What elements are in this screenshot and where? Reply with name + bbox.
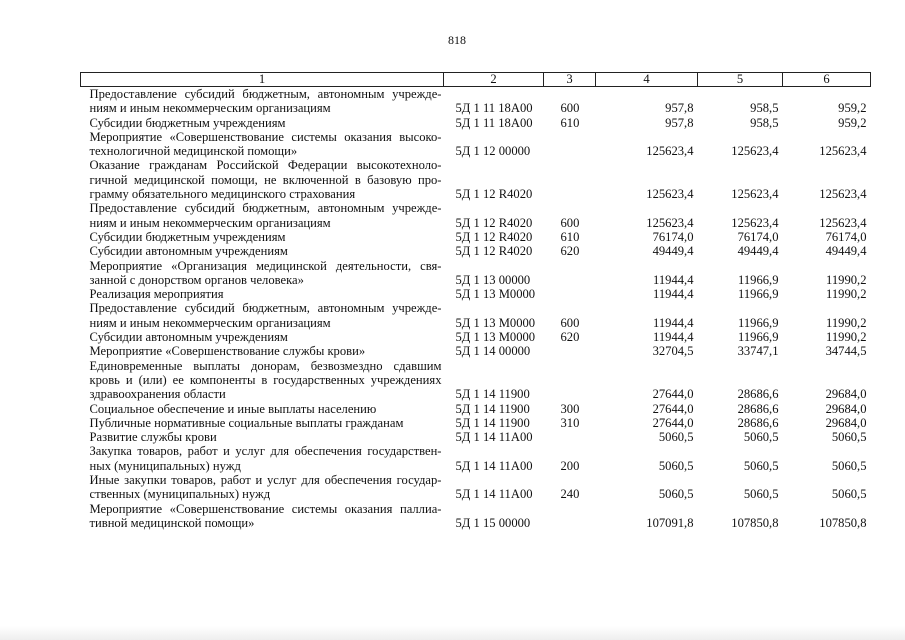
row-value-col4: 11944,4	[653, 330, 694, 345]
table-row	[81, 287, 871, 301]
table-row	[81, 158, 871, 201]
row-kvr	[544, 359, 596, 402]
row-description	[81, 259, 444, 288]
row-value-col4: 5060,5	[658, 430, 694, 445]
header-col-4: 4	[596, 73, 698, 87]
table-row	[81, 130, 871, 159]
row-code: 5Д 1 11 18А00	[455, 115, 533, 130]
description-line: Предоставление субсидий бюджетным, автономным учрежде-	[89, 201, 442, 216]
row-kvr	[544, 344, 596, 358]
row-value-col4: 125623,4	[646, 187, 694, 202]
description-line: Публичные нормативные социальные выплаты гражданам	[89, 415, 404, 430]
row-value-col5: 958,5	[750, 115, 779, 130]
table-row	[81, 444, 871, 473]
row-code: 5Д 1 13 М0000	[455, 330, 536, 345]
row-value-col6: 34744,5	[825, 344, 867, 359]
row-value-col4: 125623,4	[646, 215, 694, 230]
description-line: ниям и иным некоммерческим организациям	[89, 101, 331, 116]
row-description	[81, 402, 444, 416]
table-row	[81, 259, 871, 288]
row-value-col6: 959,2	[838, 101, 867, 116]
row-value-col6: 11990,2	[826, 287, 867, 302]
table-row	[81, 430, 871, 444]
row-value-col4: 11944,4	[653, 315, 694, 330]
row-value-col6: 107850,8	[819, 515, 867, 530]
row-code: 5Д 1 12 R4020	[455, 244, 533, 259]
row-value-col4: 957,8	[665, 115, 694, 130]
row-code: 5Д 1 14 11А00	[455, 458, 533, 473]
row-value-col6: 49449,4	[825, 244, 867, 259]
row-value-col6: 76174,0	[825, 229, 867, 244]
description-line: ниям и иным некоммерческим организациям	[89, 315, 331, 330]
row-value-col4: 27644,0	[652, 415, 694, 430]
description-line: Субсидии бюджетным учреждениям	[89, 115, 286, 130]
description-line: Социальное обеспечение и иные выплаты населению	[89, 401, 377, 416]
row-description	[81, 301, 444, 330]
row-code: 5Д 1 14 11900	[455, 401, 530, 416]
description-line: Закупка товаров, работ и услуг для обеспечения государствен-	[89, 444, 442, 459]
row-value-col5: 958,5	[750, 101, 779, 116]
header-col-6: 6	[783, 73, 871, 87]
row-value-col5: 28686,6	[737, 387, 779, 402]
row-value-col4: 27644,0	[652, 387, 694, 402]
row-kvr: 610	[560, 115, 580, 130]
row-kvr: 600	[560, 101, 580, 116]
row-code: 5Д 1 12 R4020	[455, 215, 533, 230]
row-value-col5: 107850,8	[731, 515, 779, 530]
row-description	[81, 502, 444, 531]
row-description	[81, 287, 444, 301]
budget-table	[80, 72, 871, 530]
row-value-col5: 11966,9	[738, 330, 779, 345]
header-col-5: 5	[698, 73, 783, 87]
table-row	[81, 116, 871, 130]
row-description	[81, 416, 444, 430]
row-kvr: 620	[560, 244, 580, 259]
row-value-col6: 11990,2	[826, 315, 867, 330]
row-description	[81, 158, 444, 201]
row-value-col5: 28686,6	[737, 401, 779, 416]
table-row	[81, 402, 871, 416]
table-row	[81, 201, 871, 230]
description-line: Мероприятие «Совершенствование системы оказания паллиа-	[89, 501, 442, 516]
row-value-col4: 957,8	[665, 101, 694, 116]
description-line: Предоставление субсидий бюджетным, автономным учрежде-	[89, 87, 442, 101]
row-value-col6: 11990,2	[826, 330, 867, 345]
row-description	[81, 87, 444, 116]
row-code: 5Д 1 12 R4020	[455, 229, 533, 244]
description-line: занной с донорством органов человека»	[89, 272, 304, 287]
row-kvr	[544, 130, 596, 159]
row-kvr	[544, 259, 596, 288]
description-line: Иные закупки товаров, работ и услуг для обеспечения государ-	[89, 473, 442, 488]
row-value-col5: 11966,9	[738, 315, 779, 330]
row-value-col6: 125623,4	[819, 215, 867, 230]
row-value-col5: 125623,4	[731, 215, 779, 230]
row-value-col6: 125623,4	[819, 187, 867, 202]
row-value-col5: 125623,4	[731, 187, 779, 202]
row-value-col4: 11944,4	[653, 287, 694, 302]
description-line: технологичной медицинской помощи»	[89, 144, 298, 159]
description-line: гичной медицинской помощи, не включенной в базовую про-	[89, 172, 442, 187]
header-row	[81, 73, 871, 87]
description-line: Единовременные выплаты донорам, безвозмездно сдавшим	[89, 358, 442, 373]
table-row	[81, 359, 871, 402]
row-code: 5Д 1 13 00000	[455, 272, 531, 287]
table-row	[81, 344, 871, 358]
description-line: Оказание гражданам Российской Федерации высокотехноло-	[89, 158, 442, 173]
header-col-1: 1	[81, 73, 444, 87]
row-kvr: 600	[560, 315, 580, 330]
row-kvr	[544, 287, 596, 301]
row-code: 5Д 1 15 00000	[455, 515, 531, 530]
row-value-col6: 29684,0	[825, 401, 867, 416]
row-kvr: 200	[560, 458, 580, 473]
row-value-col6: 959,2	[838, 115, 867, 130]
row-kvr: 300	[560, 401, 580, 416]
row-code: 5Д 1 13 М0000	[455, 287, 536, 302]
row-description	[81, 359, 444, 402]
row-value-col5: 76174,0	[737, 229, 779, 244]
table-row	[81, 230, 871, 244]
row-code: 5Д 1 14 11А00	[455, 430, 533, 445]
row-value-col4: 5060,5	[658, 458, 694, 473]
description-line: Предоставление субсидий бюджетным, автономным учрежде-	[89, 301, 442, 316]
row-value-col6: 125623,4	[819, 144, 867, 159]
row-value-col4: 32704,5	[652, 344, 694, 359]
row-value-col4: 107091,8	[646, 515, 694, 530]
row-description	[81, 444, 444, 473]
row-value-col6: 11990,2	[826, 272, 867, 287]
table-row	[81, 244, 871, 258]
row-value-col5: 11966,9	[738, 272, 779, 287]
row-code: 5Д 1 12 00000	[455, 144, 531, 159]
row-description	[81, 244, 444, 258]
description-line: Развитие службы крови	[89, 430, 217, 445]
row-value-col4: 125623,4	[646, 144, 694, 159]
header-col-3: 3	[544, 73, 596, 87]
description-line: тивной медицинской помощи»	[89, 515, 255, 530]
row-description	[81, 344, 444, 358]
description-line: Субсидии автономным учреждениям	[89, 330, 288, 345]
row-description	[81, 230, 444, 244]
row-value-col6: 29684,0	[825, 387, 867, 402]
description-line: Реализация мероприятия	[89, 287, 224, 302]
description-line: Субсидии бюджетным учреждениям	[89, 229, 286, 244]
row-value-col4: 27644,0	[652, 401, 694, 416]
row-code: 5Д 1 11 18А00	[455, 101, 533, 116]
row-kvr	[544, 158, 596, 201]
row-value-col5: 33747,1	[737, 344, 779, 359]
description-line: Мероприятие «Организация медицинской деятельности, свя-	[89, 258, 442, 273]
description-line: ных (муниципальных) нужд	[89, 458, 241, 473]
scan-shadow	[0, 626, 905, 640]
header-col-2: 2	[444, 73, 544, 87]
row-value-col4: 49449,4	[652, 244, 694, 259]
description-line: Субсидии автономным учреждениям	[89, 244, 288, 259]
row-code: 5Д 1 13 М0000	[455, 315, 536, 330]
row-value-col5: 49449,4	[737, 244, 779, 259]
row-description	[81, 430, 444, 444]
description-line: Мероприятие «Совершенствование системы оказания высоко-	[89, 129, 442, 144]
page-number: 818	[448, 33, 466, 47]
row-code: 5Д 1 12 R4020	[455, 187, 533, 202]
row-kvr: 620	[560, 330, 580, 345]
description-line: ственных (муниципальных) нужд	[89, 487, 271, 502]
row-kvr: 600	[560, 215, 580, 230]
row-description	[81, 473, 444, 502]
row-value-col6: 5060,5	[831, 430, 867, 445]
table-row	[81, 416, 871, 430]
row-value-col4: 11944,4	[653, 272, 694, 287]
description-line: грамму обязательного медицинского страхования	[89, 187, 356, 202]
row-description	[81, 116, 444, 130]
description-line: здравоохранения области	[89, 387, 226, 402]
row-value-col5: 125623,4	[731, 144, 779, 159]
row-kvr: 610	[560, 229, 580, 244]
row-value-col6: 29684,0	[825, 415, 867, 430]
table-row	[81, 330, 871, 344]
description-line: ниям и иным некоммерческим организациям	[89, 215, 331, 230]
table-row	[81, 473, 871, 502]
row-value-col5: 28686,6	[737, 415, 779, 430]
row-value-col5: 5060,5	[743, 430, 779, 445]
row-code: 5Д 1 14 11А00	[455, 487, 533, 502]
row-value-col6: 5060,5	[831, 487, 867, 502]
row-value-col5: 11966,9	[738, 287, 779, 302]
row-description	[81, 330, 444, 344]
row-code: 5Д 1 14 11900	[455, 387, 530, 402]
table-row	[81, 87, 871, 116]
table-row	[81, 502, 871, 531]
row-code: 5Д 1 14 00000	[455, 344, 531, 359]
row-value-col5: 5060,5	[743, 487, 779, 502]
row-value-col5: 5060,5	[743, 458, 779, 473]
row-kvr: 240	[560, 487, 580, 502]
row-value-col4: 5060,5	[658, 487, 694, 502]
row-code: 5Д 1 14 11900	[455, 415, 530, 430]
row-kvr	[544, 502, 596, 531]
row-value-col4: 76174,0	[652, 229, 694, 244]
row-kvr: 310	[560, 415, 580, 430]
description-line: кровь и (или) ее компоненты в государственных учреждениях	[89, 372, 442, 387]
row-description	[81, 201, 444, 230]
description-line: Мероприятие «Совершенствование службы крови»	[89, 344, 366, 359]
row-kvr	[544, 430, 596, 444]
row-value-col6: 5060,5	[831, 458, 867, 473]
row-description	[81, 130, 444, 159]
table-row	[81, 301, 871, 330]
